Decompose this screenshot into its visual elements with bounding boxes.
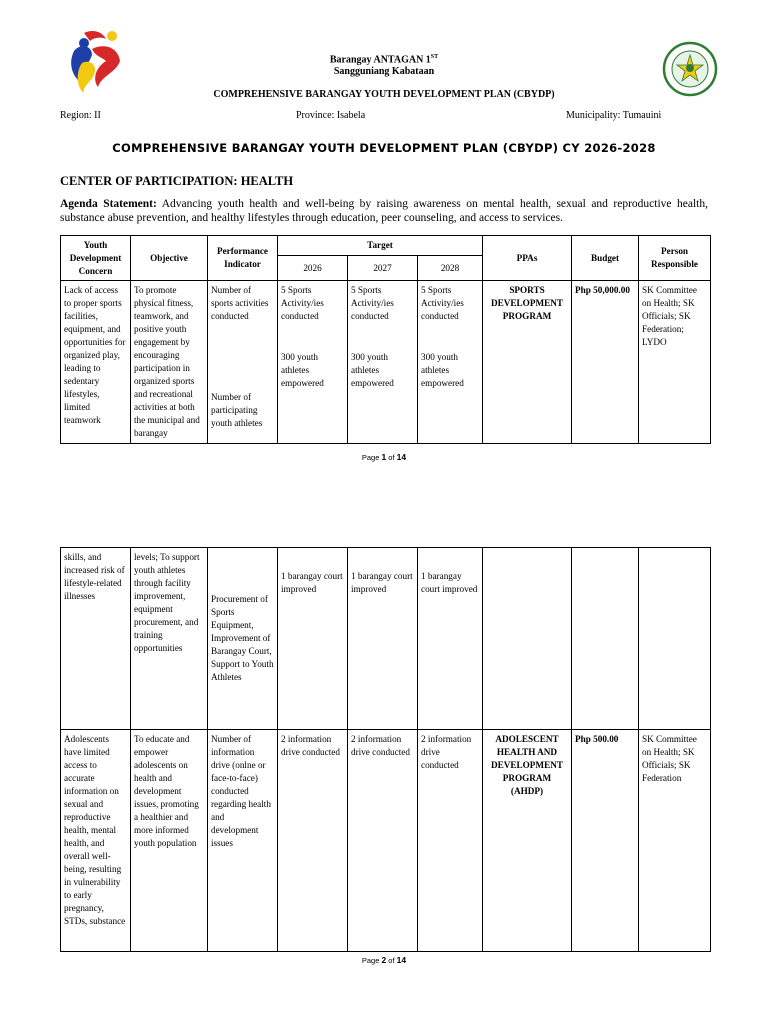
document-title: COMPREHENSIVE BARANGAY YOUTH DEVELOPMENT PLAN (CBYDP) CY 2026-2028 <box>112 141 656 155</box>
target-2028-athletes: 300 youth athletes empowered <box>421 352 464 388</box>
region: Region: II <box>60 110 101 121</box>
barangay-name: Barangay ANTAGAN 1ST <box>329 54 439 66</box>
indicator-2: Number of participating youth athletes <box>211 392 263 428</box>
indicator-cell: Number of information drive (onlne or face-to-face) conducted regarding health and development issues <box>208 730 278 952</box>
ppas-cell: SPORTS DEVELOPMENT PROGRAM <box>483 281 572 444</box>
person-cell: SK Committee on Health; SK Officials; SK Federation <box>639 730 711 952</box>
header-person: Person Responsible <box>639 236 711 281</box>
budget-cell: Php 50,000.00 <box>572 281 639 444</box>
target-2027-athletes: 300 youth athletes empowered <box>351 352 394 388</box>
table-row <box>61 281 711 444</box>
target-2026-cell: 1 barangay court improved <box>278 548 348 730</box>
person-cell: SK Committee on Health; SK Officials; SK Federation; LYDO <box>639 281 711 444</box>
agenda-statement <box>60 197 708 225</box>
concern-cell: Lack of access to proper sports facilities, equipment, and opportunities for organized play, leading to sedentary lifestyles, limited teamwork <box>61 281 131 444</box>
center-of-participation: CENTER OF PARTICIPATION: HEALTH <box>60 174 294 188</box>
target-2028-cell: 2 information drive conducted <box>418 730 483 952</box>
person-cell <box>639 548 711 730</box>
target-2028-activities: 5 Sports Activity/ies conducted <box>421 285 464 321</box>
table-row <box>61 730 711 952</box>
page-number-1: Page 1 of 14 <box>361 452 407 462</box>
target-2027-activities: 5 Sports Activity/ies conducted <box>351 285 394 321</box>
indicator-cell <box>208 281 278 444</box>
province: Province: Isabela <box>296 110 366 121</box>
header-2027: 2027 <box>348 256 418 281</box>
target-2026-activities: 5 Sports Activity/ies conducted <box>281 285 324 321</box>
budget-cell: Php 500.00 <box>572 730 639 952</box>
target-2028-cell: 1 barangay court improved <box>418 548 483 730</box>
header-budget: Budget <box>572 236 639 281</box>
agenda-text: Advancing youth health and well-being by raising awareness on mental health, sexual and reproductive health, substance abuse prevention, and healthy lifestyles through education, peer counseling, and access to services. <box>60 198 708 224</box>
header-objective: Objective <box>131 236 208 281</box>
concern-cell: skills, and increased risk of lifestyle-related illnesses <box>61 548 131 730</box>
plan-name: COMPREHENSIVE BARANGAY YOUTH DEVELOPMENT PLAN (CBYDP) <box>213 89 555 100</box>
objective-cell: To promote physical fitness, teamwork, and positive youth engagement by encouraging participation in organized sports and recreational activities at both the municipal and barangay <box>131 281 208 444</box>
page-number-2: Page 2 of 14 <box>361 955 407 965</box>
agenda-label: Agenda Statement: <box>60 198 157 210</box>
header-2028: 2028 <box>418 256 483 281</box>
ppas-cell <box>483 548 572 730</box>
header-indicator: Performance Indicator <box>208 236 278 281</box>
table-row <box>61 548 711 730</box>
objective-cell: levels; To support youth athletes through facility improvement, equipment procurement, and training opportunities <box>131 548 208 730</box>
target-2027-cell: 2 information drive conducted <box>348 730 418 952</box>
target-2028-cell <box>418 281 483 444</box>
council-name: Sangguniang Kabataan <box>333 66 435 77</box>
target-2026-cell: 2 information drive conducted <box>278 730 348 952</box>
ppas-cell: ADOLESCENT HEALTH AND DEVELOPMENT PROGRAM (AHDP) <box>483 730 572 952</box>
municipality: Municipality: Tumauini <box>566 110 662 121</box>
target-2027-cell: 1 barangay court improved <box>348 548 418 730</box>
budget-cell <box>572 548 639 730</box>
plan-table-page-2 <box>60 547 711 952</box>
target-2026-athletes: 300 youth athletes empowered <box>281 352 324 388</box>
indicator-cell: Procurement of Sports Equipment, Improvement of Barangay Court, Support to Youth Athletes <box>208 548 278 730</box>
header-concern: Youth Development Concern <box>61 236 131 281</box>
objective-cell: To educate and empower adolescents on health and development issues, promoting a healthier and more informed youth population <box>131 730 208 952</box>
header-target: Target <box>278 236 483 256</box>
concern-cell: Adolescents have limited access to accurate information on sexual and reproductive health, mental health, and overall well-being, resulting in vulnerability to early pregnancy, STDs, substance <box>61 730 131 952</box>
header-ppas: PPAs <box>483 236 572 281</box>
header-2026: 2026 <box>278 256 348 281</box>
plan-table-page-1 <box>60 235 711 444</box>
indicator-1: Number of sports activities conducted <box>211 285 269 321</box>
target-2026-cell <box>278 281 348 444</box>
target-2027-cell <box>348 281 418 444</box>
